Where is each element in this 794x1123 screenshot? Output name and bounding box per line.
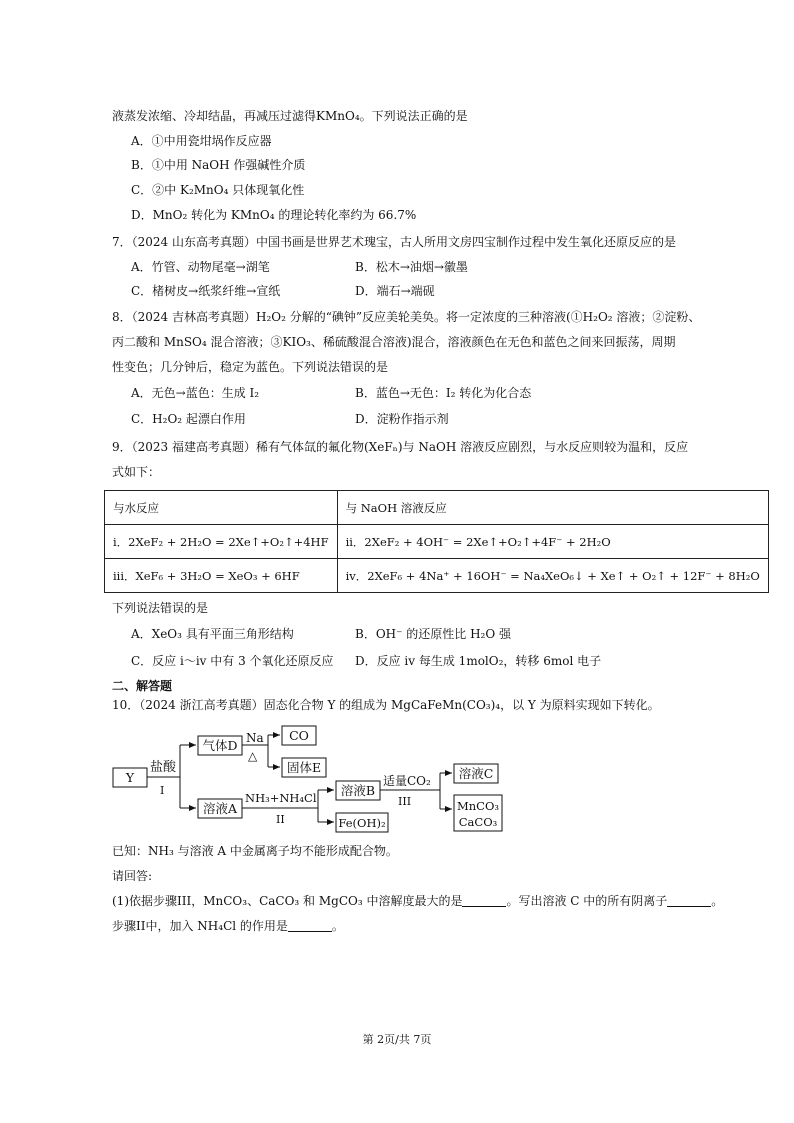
label-reagent-2: NH₃+NH₄Cl (245, 791, 317, 805)
reaction-iv: iv．2XeF₆ + 4Na⁺ + 16OH⁻ = Na₄XeO₆↓ + Xe↑ + O₂↑ + 12F⁻ + 8H₂O (337, 559, 768, 593)
q10-sub1-text-c: 步骤II中，加入 NH₄Cl 的作用是 (112, 919, 288, 933)
table-header-row (105, 491, 769, 525)
table-header-naoh: 与 NaOH 溶液反应 (337, 491, 768, 525)
q10-sub1-text-a: (1)依据步骤III，MnCO₃、CaCO₃ 和 MgCO₃ 中溶解度最大的是 (112, 894, 463, 908)
label-gas-d: 气体D (202, 738, 238, 753)
q8-stem-line-1: 8．（2024 吉林高考真题）H₂O₂ 分解的“碘钟”反应美轮美奂。将一定浓度的三种溶液(①H₂O₂ 溶液；②淀粉、 (112, 310, 701, 324)
label-heat: △ (248, 749, 258, 763)
q6-option-d[interactable]: D．MnO₂ 转化为 KMnO₄ 的理论转化率约为 66.7% (131, 208, 417, 222)
q8-stem-line-3: 性变色；几分钟后，稳定为蓝色。下列说法错误的是 (112, 360, 389, 374)
label-acid: 盐酸 (150, 760, 177, 775)
label-solution-a: 溶液A (202, 801, 238, 816)
q9-option-d[interactable]: D．反应 iv 每生成 1molO₂，转移 6mol 电子 (355, 654, 602, 668)
q6-option-c[interactable]: C．②中 K₂MnO₄ 只体现氧化性 (131, 183, 305, 197)
reaction-table (104, 490, 769, 593)
q8-option-d[interactable]: D．淀粉作指示剂 (355, 412, 449, 426)
label-step-1: I (160, 784, 165, 797)
flow-diagram (100, 715, 520, 840)
answer-blank-2[interactable] (667, 894, 711, 907)
label-reagent-3: 适量CO₂ (383, 774, 431, 788)
q7-stem: 7．（2024 山东高考真题）中国书画是世界艺术瑰宝，古人所用文房四宝制作过程中发生氧化还原反应的是 (112, 235, 676, 249)
q7-option-c[interactable]: C．楮树皮→纸浆纤维→宣纸 (131, 284, 281, 298)
q10-sub1-end: 。 (711, 894, 724, 908)
label-feoh2: Fe(OH)₂ (338, 816, 386, 830)
q10-sub1-c-end: 。 (331, 919, 344, 933)
q7-option-a[interactable]: A．竹管、动物尾毫→湖笔 (131, 260, 270, 274)
label-na: Na (246, 731, 264, 745)
table-row (105, 525, 769, 559)
table-header-water: 与水反应 (105, 491, 338, 525)
q10-known: 已知：NH₃ 与溶液 A 中金属离子均不能形成配合物。 (112, 844, 398, 858)
intro-line: 液蒸发浓缩、冷却结晶，再减压过滤得KMnO₄。下列说法正确的是 (112, 109, 468, 123)
q8-option-c[interactable]: C．H₂O₂ 起漂白作用 (131, 412, 246, 426)
label-y: Y (125, 770, 135, 785)
q7-option-b[interactable]: B．松木→油烟→徽墨 (355, 260, 468, 274)
q10-sub1-line-2 (112, 918, 344, 934)
q8-option-a[interactable]: A．无色→蓝色：生成 I₂ (131, 386, 260, 400)
q10-stem: 10．（2024 浙江高考真题）固态化合物 Y 的组成为 MgCaFeMn(CO₃)₄，以 Y 为原料实现如下转化。 (112, 698, 660, 712)
label-caco3: CaCO₃ (458, 815, 498, 829)
label-step-3: III (398, 795, 412, 808)
table-row (105, 559, 769, 593)
q10-sub1-line (112, 893, 723, 909)
label-mnco3: MnCO₃ (456, 799, 500, 813)
page-footer: 第 2页/共 7页 (362, 1033, 432, 1046)
label-solution-c: 溶液C (458, 766, 494, 781)
q6-option-a[interactable]: A．①中用瓷坩埚作反应器 (131, 134, 272, 148)
q9-option-c[interactable]: C．反应 i～iv 中有 3 个氧化还原反应 (131, 654, 334, 668)
q10-please-answer: 请回答: (112, 869, 153, 883)
reaction-iii: iii．XeF₆ + 3H₂O = XeO₃ + 6HF (105, 559, 338, 593)
q10-sub1-text-b: 。写出溶液 C 中的所有阴离子 (506, 894, 668, 908)
reaction-ii: ii．2XeF₂ + 4OH⁻ = 2Xe↑+O₂↑+4F⁻ + 2H₂O (337, 525, 768, 559)
q8-option-b[interactable]: B．蓝色→无色：I₂ 转化为化合态 (355, 386, 532, 400)
answer-blank-3[interactable] (288, 919, 332, 932)
q9-option-a[interactable]: A．XeO₃ 具有平面三角形结构 (131, 627, 294, 641)
q9-stem-line-2: 式如下： (112, 465, 161, 479)
q9-option-b[interactable]: B．OH⁻ 的还原性比 H₂O 强 (355, 627, 512, 641)
label-solution-b: 溶液B (340, 783, 376, 798)
section-heading: 二、解答题 (112, 679, 173, 693)
q7-option-d[interactable]: D．端石→端砚 (355, 284, 435, 298)
q9-stem-line-1: 9．（2023 福建高考真题）稀有气体氙的氟化物(XeFₙ)与 NaOH 溶液反应剧烈，与水反应则较为温和，反应 (112, 440, 689, 454)
label-co: CO (289, 728, 309, 743)
q6-option-b[interactable]: B．①中用 NaOH 作强碱性介质 (131, 158, 306, 172)
reaction-i: i．2XeF₂ + 2H₂O = 2Xe↑+O₂↑+4HF (105, 525, 338, 559)
label-solid-e: 固体E (286, 760, 322, 775)
label-step-2: II (276, 813, 285, 826)
q8-stem-line-2: 丙二酸和 MnSO₄ 混合溶液；③KIO₃、稀硫酸混合溶液)混合，溶液颜色在无色和蓝色之间来回振荡，周期 (112, 335, 676, 349)
q9-after-table: 下列说法错误的是 (112, 601, 209, 615)
answer-blank-1[interactable] (462, 894, 506, 907)
